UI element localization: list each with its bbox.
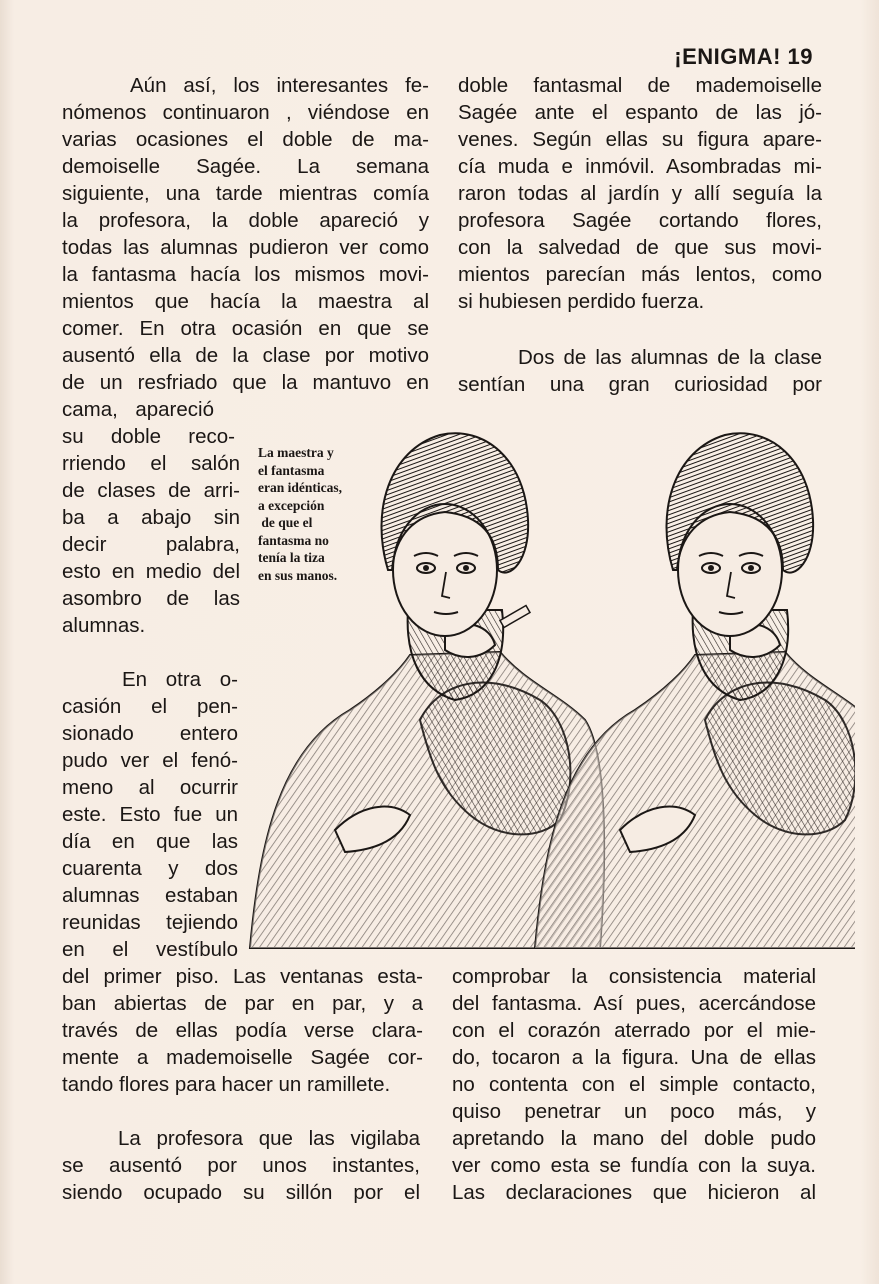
text-line: rriendo el salón <box>62 452 240 475</box>
text-line: quiso penetrar un poco más, y <box>452 1100 816 1123</box>
text-line: comer. En otra ocasión en que se <box>62 317 429 340</box>
text-line: este. Esto fue un <box>62 803 238 826</box>
text-line: nómenos continuaron , viéndose en <box>62 101 429 124</box>
right-paragraph-2 <box>458 344 822 398</box>
text-line: no contenta con el simple contacto, <box>452 1073 816 1096</box>
text-line: demoiselle Sagée. La semana <box>62 155 429 178</box>
caption-line: La maestra y <box>258 445 334 460</box>
text-line: reunidas tejiendo <box>62 911 238 934</box>
text-line: Aún así, los interesantes fe- <box>130 74 429 97</box>
text-line: Dos de las alumnas de la clase <box>518 346 822 369</box>
text-line: meno al ocurrir <box>62 776 238 799</box>
text-line: con la salvedad de que sus movi- <box>458 236 822 259</box>
text-line: casión el pen- <box>62 695 238 718</box>
caption-line: fantasma no <box>258 532 329 548</box>
text-line: cuarenta y dos <box>62 857 238 880</box>
left-paragraph-2-wide <box>62 963 423 1098</box>
right-paragraph-1 <box>458 72 822 315</box>
caption-line: eran idénticas, <box>258 480 342 495</box>
text-line: raron todas al jardín y allí seguía la <box>458 182 822 205</box>
text-line: través de ellas podía verse clara- <box>62 1019 423 1042</box>
text-line: apretando la mano del doble pudo <box>452 1127 816 1150</box>
text-line: sentían una gran curiosidad por <box>458 373 822 396</box>
text-line: La profesora que las vigilaba <box>118 1127 420 1150</box>
text-line: de un resfriado que la mantuvo en <box>62 371 429 394</box>
text-line: sionado entero <box>62 722 238 745</box>
text-line: do, tocaron a la figura. Una de ellas <box>452 1046 816 1069</box>
caption-line: en sus manos. <box>258 567 338 583</box>
text-line: la fantasma hacía los mismos movi- <box>62 263 429 286</box>
text-line: En otra o- <box>122 668 238 691</box>
text-line: esto en medio del <box>62 560 240 583</box>
text-line: ba a abajo sin <box>62 506 240 529</box>
right-paragraph-3 <box>452 963 816 1206</box>
text-line: si hubiesen perdido fuerza. <box>458 290 705 313</box>
text-line: decir palabra, <box>62 533 240 556</box>
text-line: alumnas estaban <box>62 884 238 907</box>
page-header: ¡ENIGMA! 19 <box>674 44 813 69</box>
text-line: Las declaraciones que hicieron al <box>452 1181 816 1204</box>
text-line: mientos que hacía la maestra al <box>62 290 429 313</box>
text-line: del primer piso. Las ventanas esta- <box>62 965 423 988</box>
text-line: Sagée ante el espanto de las jó- <box>458 101 822 124</box>
text-line: cía muda e inmóvil. Asombradas mi- <box>458 155 822 178</box>
text-line: asombro de las <box>62 587 240 610</box>
left-paragraph-2-narrow <box>62 666 238 963</box>
text-line: cama, apareció <box>62 398 214 421</box>
text-line: con el corazón aterrado por el mie- <box>452 1019 816 1042</box>
text-line: mente a mademoiselle Sagée cor- <box>62 1046 423 1069</box>
caption-line: tenía la tiza <box>258 550 325 565</box>
text-line: varias ocasiones el doble de ma- <box>62 128 429 151</box>
caption-line: a excepción <box>258 497 325 513</box>
text-line: del fantasma. Así pues, acercándose <box>452 992 816 1015</box>
left-paragraph-3 <box>62 1125 420 1206</box>
text-line: en el vestíbulo <box>62 938 238 961</box>
text-line: día en que las <box>62 830 238 853</box>
text-line: siguiente, una tarde mientras comía <box>62 182 429 205</box>
caption-line: el fantasma <box>258 462 325 478</box>
text-line: su doble reco- <box>62 425 235 448</box>
text-line: pudo ver el fenó- <box>62 749 238 772</box>
illustration-caption <box>258 444 370 584</box>
text-line: doble fantasmal de mademoiselle <box>458 74 822 97</box>
caption-line: de que el <box>258 515 313 530</box>
text-line: profesora Sagée cortando flores, <box>458 209 822 232</box>
figure-ghost <box>535 433 855 948</box>
text-line: ver como esta se fundía con la suya. <box>452 1154 816 1177</box>
text-line: comprobar la consistencia material <box>452 965 816 988</box>
text-line: mientos parecían más lentos, como <box>458 263 822 286</box>
text-line: se ausentó por unos instantes, <box>62 1154 420 1177</box>
text-line: la profesora, la doble apareció y <box>62 209 429 232</box>
text-line: todas las alumnas pudieron ver como <box>62 236 429 259</box>
text-line: ban abiertas de par en par, y a <box>62 992 423 1015</box>
left-paragraph-1-narrow <box>62 396 240 639</box>
text-line: tando flores para hacer un ramillete. <box>62 1073 391 1096</box>
text-line: alumnas. <box>62 614 146 637</box>
text-line: ausentó ella de la clase por motivo <box>62 344 429 367</box>
left-paragraph-1-top <box>62 72 429 396</box>
text-line: de clases de arri- <box>62 479 240 502</box>
text-line: siendo ocupado su sillón por el <box>62 1181 420 1204</box>
text-line: venes. Según ellas su figura apare- <box>458 128 822 151</box>
